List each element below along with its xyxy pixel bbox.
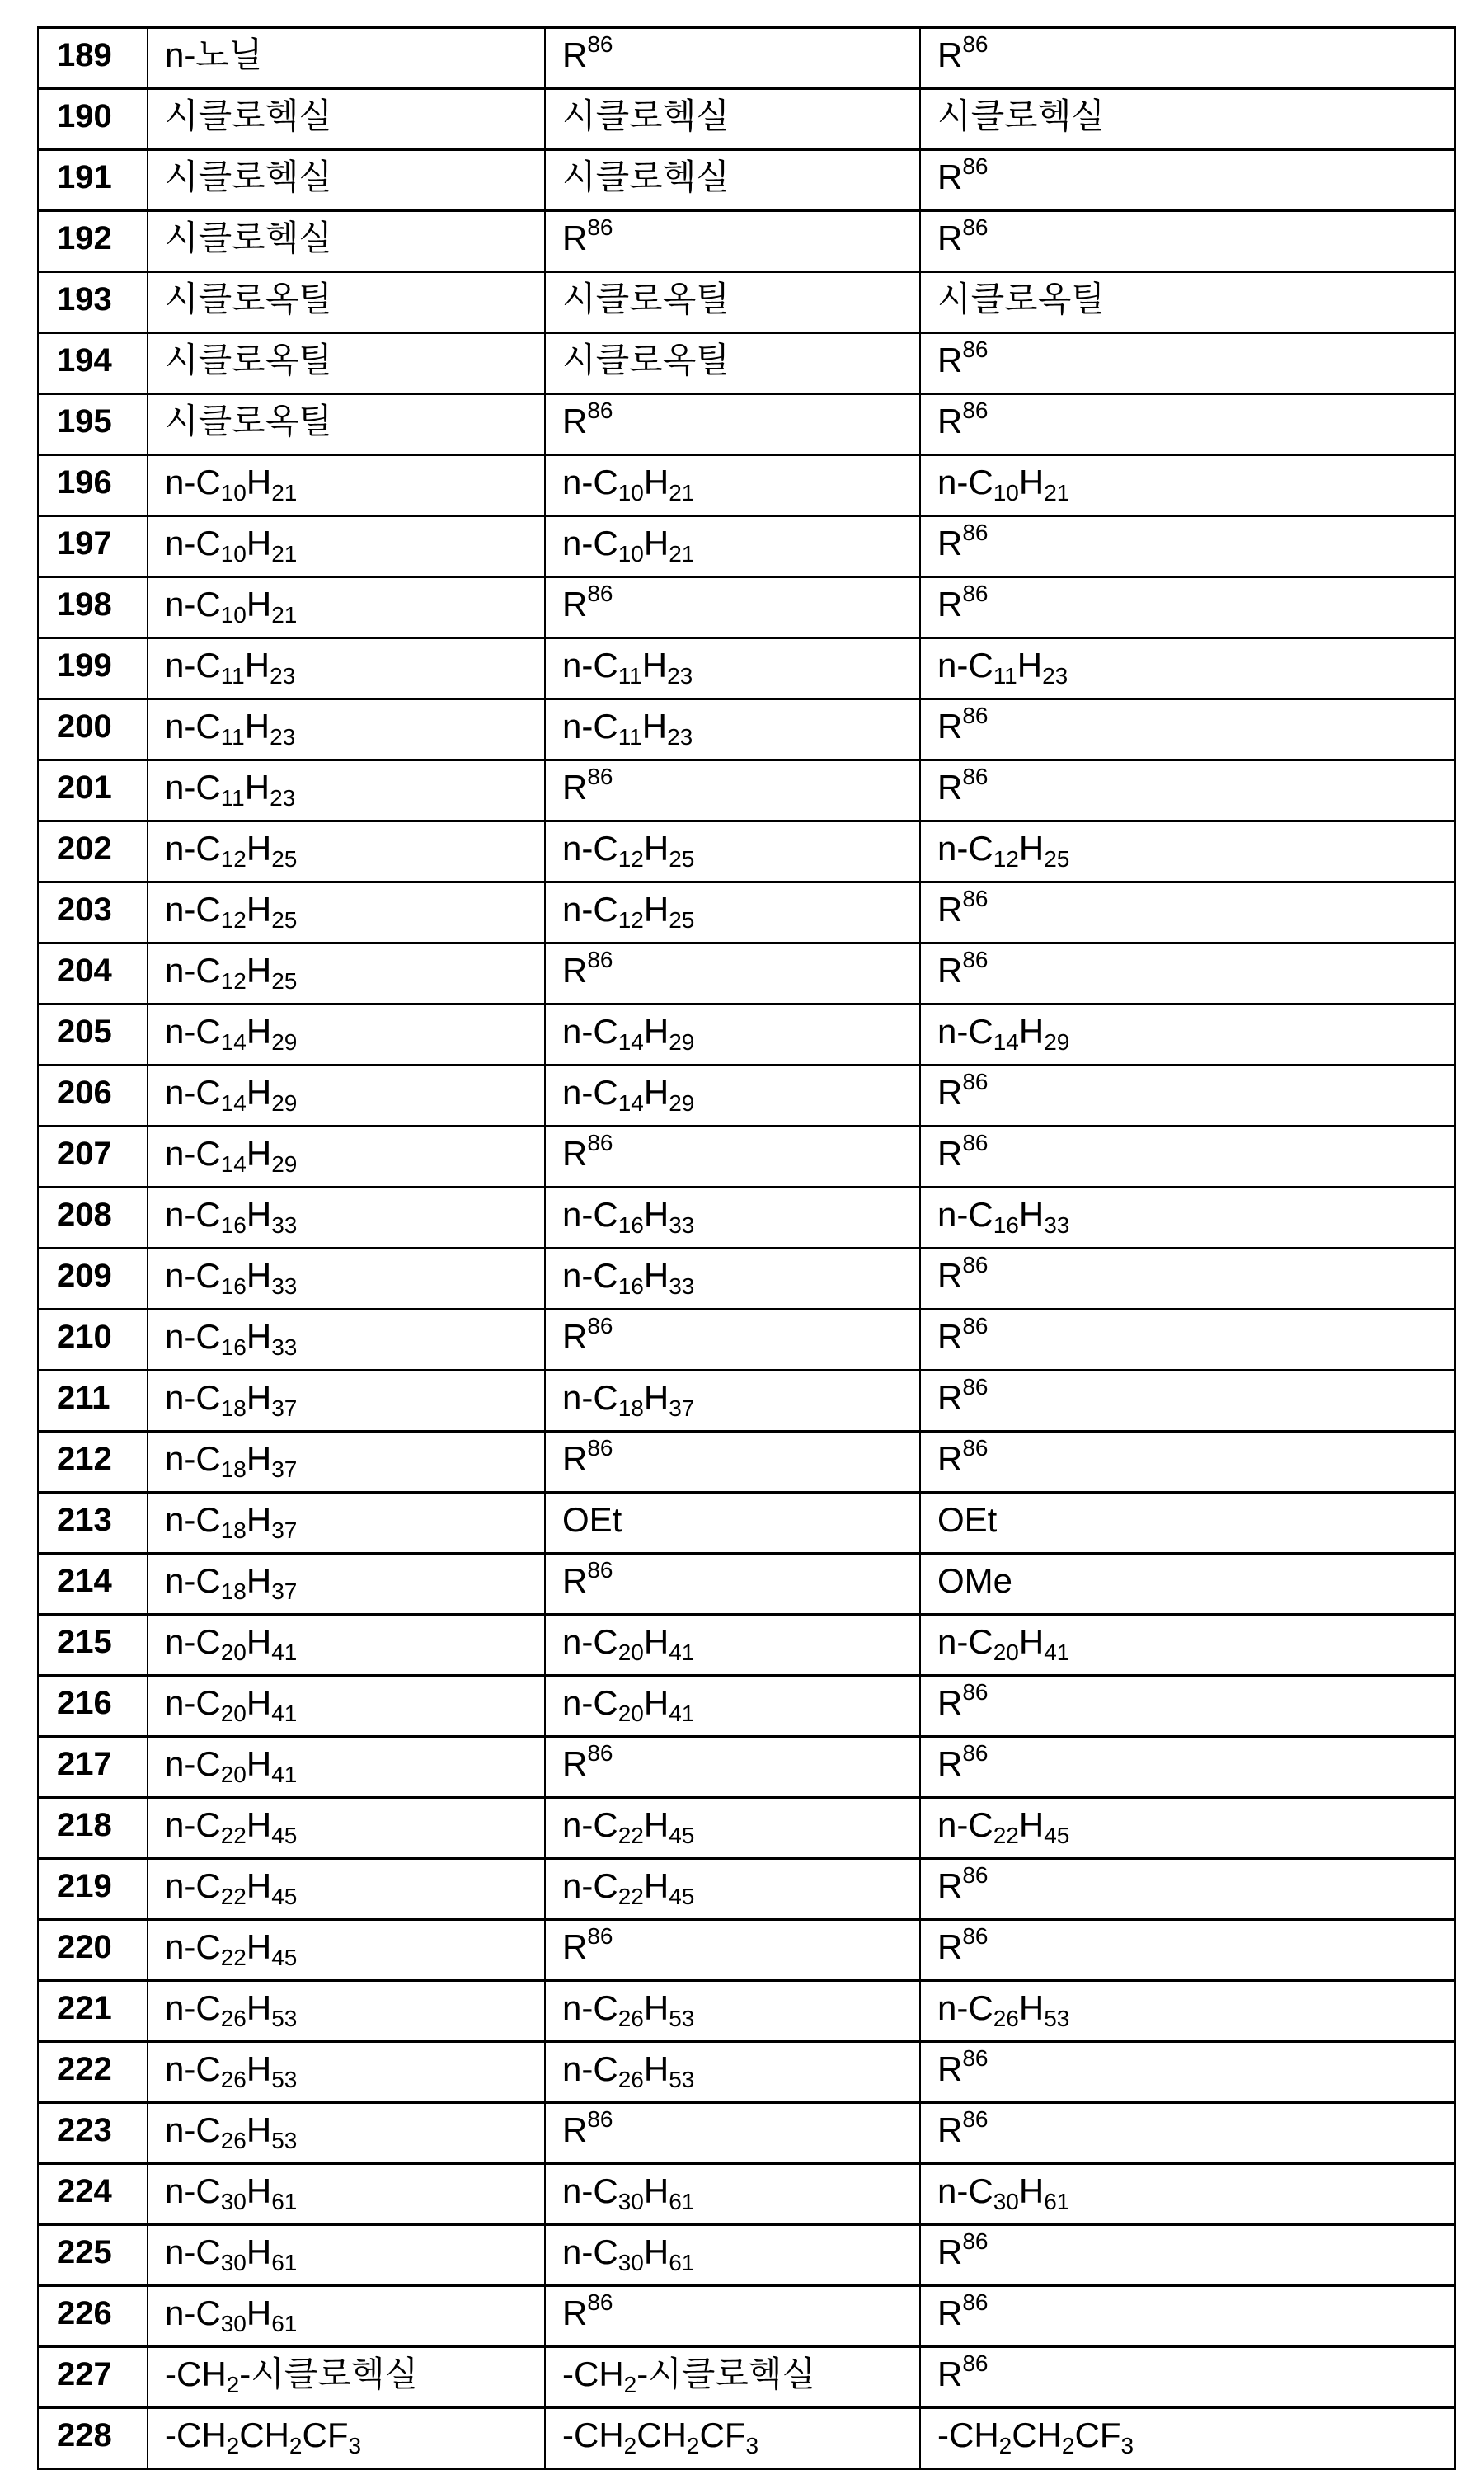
compound-number: 201 bbox=[38, 760, 148, 821]
compound-number: 206 bbox=[38, 1066, 148, 1127]
substituent-cell-2: $n-C_{12}H_{25}$ bbox=[545, 821, 920, 882]
substituent-cell-3: $n-C_{10}H_{21}$ bbox=[920, 455, 1455, 516]
table-row bbox=[38, 1859, 1455, 1920]
substituent-cell-2: $n-C_{10}H_{21}$ bbox=[545, 516, 920, 577]
substituent-cell-3: $R^{86}$ bbox=[920, 699, 1455, 760]
compound-number: 191 bbox=[38, 150, 148, 211]
substituent-cell-1: 시클로헥실 bbox=[148, 89, 545, 150]
substituent-cell-1: $n-C_{20}H_{41}$ bbox=[148, 1676, 545, 1737]
substituent-cell-1: $n-C_{14}H_{29}$ bbox=[148, 1004, 545, 1066]
substituent-cell-2: $n-C_{26}H_{53}$ bbox=[545, 1981, 920, 2042]
compound-number: 207 bbox=[38, 1127, 148, 1188]
substituent-cell-2: $n-C_{22}H_{45}$ bbox=[545, 1798, 920, 1859]
substituent-cell-2: $R^{86}$ bbox=[545, 943, 920, 1004]
substituent-cell-1: $n-C_{16}H_{33}$ bbox=[148, 1249, 545, 1310]
substituent-cell-2: $R^{86}$ bbox=[545, 28, 920, 89]
substituent-cell-3: $R^{86}$ bbox=[920, 882, 1455, 943]
substituent-cell-1: $n-C_{10}H_{21}$ bbox=[148, 455, 545, 516]
substituent-cell-3: $R^{86}$ bbox=[920, 150, 1455, 211]
substituent-cell-2: $n-C_{11}H_{23}$ bbox=[545, 638, 920, 699]
substituent-cell-2: $n-C_{10}H_{21}$ bbox=[545, 455, 920, 516]
compound-number: 208 bbox=[38, 1188, 148, 1249]
substituent-cell-2: $R^{86}$ bbox=[545, 2103, 920, 2164]
substituent-cell-1: $n-C_{14}H_{29}$ bbox=[148, 1127, 545, 1188]
compound-number: 194 bbox=[38, 333, 148, 394]
substituent-cell-3: $R^{86}$ bbox=[920, 2042, 1455, 2103]
compound-number: 202 bbox=[38, 821, 148, 882]
substituent-cell-3: $R^{86}$ bbox=[920, 1310, 1455, 1371]
substituent-cell-3: $n-C_{11}H_{23}$ bbox=[920, 638, 1455, 699]
substituent-cell-3: $R^{86}$ bbox=[920, 1371, 1455, 1432]
compound-number: 203 bbox=[38, 882, 148, 943]
compound-number: 195 bbox=[38, 394, 148, 455]
substituent-cell-1: $n-C_{14}H_{29}$ bbox=[148, 1066, 545, 1127]
substituent-cell-1: $n-C_{30}H_{61}$ bbox=[148, 2225, 545, 2286]
table-row bbox=[38, 1004, 1455, 1066]
table-row bbox=[38, 150, 1455, 211]
table-row bbox=[38, 821, 1455, 882]
compound-number: 225 bbox=[38, 2225, 148, 2286]
substituent-cell-2: 시클로옥틸 bbox=[545, 333, 920, 394]
table-row bbox=[38, 2347, 1455, 2408]
substituent-cell-3: $R^{86}$ bbox=[920, 577, 1455, 638]
compound-number: 227 bbox=[38, 2347, 148, 2408]
substituent-cell-3: $R^{86}$ bbox=[920, 760, 1455, 821]
compound-number: 211 bbox=[38, 1371, 148, 1432]
compound-number: 205 bbox=[38, 1004, 148, 1066]
substituent-cell-3: $R^{86}$ bbox=[920, 1432, 1455, 1493]
table-row bbox=[38, 699, 1455, 760]
substituent-cell-2: $n-C_{22}H_{45}$ bbox=[545, 1859, 920, 1920]
substituent-cell-3: $R^{86}$ bbox=[920, 2347, 1455, 2408]
substituent-cell-2: OEt bbox=[545, 1493, 920, 1554]
substituent-cell-1: $n-C_{18}H_{37}$ bbox=[148, 1554, 545, 1615]
table-row bbox=[38, 1615, 1455, 1676]
substituent-cell-1: $n-C_{26}H_{53}$ bbox=[148, 2103, 545, 2164]
substituent-cell-2: $R^{86}$ bbox=[545, 1920, 920, 1981]
table-row bbox=[38, 1432, 1455, 1493]
table-row bbox=[38, 2408, 1455, 2469]
compound-number: 193 bbox=[38, 272, 148, 333]
substituent-cell-3: $-CH_2CH_2CF_3$ bbox=[920, 2408, 1455, 2469]
substituent-cell-1: $n-C_{22}H_{45}$ bbox=[148, 1859, 545, 1920]
table-row bbox=[38, 2225, 1455, 2286]
substituent-cell-2: $n-C_{30}H_{61}$ bbox=[545, 2225, 920, 2286]
compound-number: 198 bbox=[38, 577, 148, 638]
substituent-cell-2: $-CH_2-$시클로헥실 bbox=[545, 2347, 920, 2408]
substituent-table bbox=[37, 26, 1456, 2470]
table-row bbox=[38, 1127, 1455, 1188]
substituent-cell-2: $R^{86}$ bbox=[545, 1432, 920, 1493]
substituent-cell-3: $R^{86}$ bbox=[920, 516, 1455, 577]
compound-number: 224 bbox=[38, 2164, 148, 2225]
substituent-cell-2: 시클로헥실 bbox=[545, 150, 920, 211]
substituent-cell-2: $n-C_{30}H_{61}$ bbox=[545, 2164, 920, 2225]
substituent-cell-1: $n-C_{11}H_{23}$ bbox=[148, 760, 545, 821]
substituent-cell-1: $n-C_{11}H_{23}$ bbox=[148, 699, 545, 760]
table-row bbox=[38, 1981, 1455, 2042]
substituent-cell-3: $R^{86}$ bbox=[920, 1920, 1455, 1981]
compound-number: 214 bbox=[38, 1554, 148, 1615]
table-row bbox=[38, 1737, 1455, 1798]
substituent-cell-1: $n-C_{10}H_{21}$ bbox=[148, 577, 545, 638]
substituent-cell-2: 시클로옥틸 bbox=[545, 272, 920, 333]
compound-number: 199 bbox=[38, 638, 148, 699]
compound-number: 213 bbox=[38, 1493, 148, 1554]
substituent-cell-2: $n-C_{18}H_{37}$ bbox=[545, 1371, 920, 1432]
compound-number: 190 bbox=[38, 89, 148, 150]
compound-number: 218 bbox=[38, 1798, 148, 1859]
table-row bbox=[38, 28, 1455, 89]
substituent-cell-1: $n-C_{30}H_{61}$ bbox=[148, 2164, 545, 2225]
table-row bbox=[38, 943, 1455, 1004]
substituent-cell-1: 시클로옥틸 bbox=[148, 394, 545, 455]
substituent-cell-1: $n-C_{20}H_{41}$ bbox=[148, 1737, 545, 1798]
substituent-cell-1: $n-C_{26}H_{53}$ bbox=[148, 1981, 545, 2042]
substituent-cell-1: $-CH_2CH_2CF_3$ bbox=[148, 2408, 545, 2469]
substituent-cell-1: $n-C_{26}H_{53}$ bbox=[148, 2042, 545, 2103]
substituent-cell-2: $R^{86}$ bbox=[545, 2286, 920, 2347]
substituent-cell-3: $R^{86}$ bbox=[920, 28, 1455, 89]
substituent-cell-2: $R^{86}$ bbox=[545, 1127, 920, 1188]
compound-number: 219 bbox=[38, 1859, 148, 1920]
table-row bbox=[38, 455, 1455, 516]
substituent-cell-2: $n-C_{12}H_{25}$ bbox=[545, 882, 920, 943]
substituent-cell-1: $n-C_{18}H_{37}$ bbox=[148, 1493, 545, 1554]
table-row bbox=[38, 1920, 1455, 1981]
substituent-cell-1: $-CH_2-$시클로헥실 bbox=[148, 2347, 545, 2408]
substituent-cell-2: $n-C_{14}H_{29}$ bbox=[545, 1004, 920, 1066]
substituent-cell-3: $R^{86}$ bbox=[920, 1127, 1455, 1188]
substituent-cell-3: $n-C_{16}H_{33}$ bbox=[920, 1188, 1455, 1249]
substituent-cell-3: 시클로옥틸 bbox=[920, 272, 1455, 333]
compound-number: 215 bbox=[38, 1615, 148, 1676]
substituent-cell-1: $n-C_{12}H_{25}$ bbox=[148, 943, 545, 1004]
table-row bbox=[38, 516, 1455, 577]
substituent-cell-3: OEt bbox=[920, 1493, 1455, 1554]
compound-number: 223 bbox=[38, 2103, 148, 2164]
substituent-cell-2: $R^{86}$ bbox=[545, 760, 920, 821]
substituent-cell-1: 시클로옥틸 bbox=[148, 333, 545, 394]
compound-number: 209 bbox=[38, 1249, 148, 1310]
substituent-cell-3: $n-C_{20}H_{41}$ bbox=[920, 1615, 1455, 1676]
substituent-cell-2: $R^{86}$ bbox=[545, 1737, 920, 1798]
substituent-cell-1: n-노닐 bbox=[148, 28, 545, 89]
substituent-cell-1: $n-C_{16}H_{33}$ bbox=[148, 1188, 545, 1249]
table-row bbox=[38, 1066, 1455, 1127]
table-row bbox=[38, 760, 1455, 821]
compound-number: 217 bbox=[38, 1737, 148, 1798]
substituent-cell-2: $n-C_{14}H_{29}$ bbox=[545, 1066, 920, 1127]
table-body bbox=[38, 28, 1455, 2469]
compound-number: 222 bbox=[38, 2042, 148, 2103]
substituent-cell-1: $n-C_{22}H_{45}$ bbox=[148, 1798, 545, 1859]
table-row bbox=[38, 1371, 1455, 1432]
table-row bbox=[38, 2103, 1455, 2164]
substituent-cell-1: $n-C_{22}H_{45}$ bbox=[148, 1920, 545, 1981]
substituent-cell-3: $n-C_{30}H_{61}$ bbox=[920, 2164, 1455, 2225]
substituent-cell-1: $n-C_{10}H_{21}$ bbox=[148, 516, 545, 577]
substituent-cell-3: $R^{86}$ bbox=[920, 333, 1455, 394]
table-row bbox=[38, 882, 1455, 943]
substituent-cell-2: $n-C_{16}H_{33}$ bbox=[545, 1249, 920, 1310]
table-row bbox=[38, 2286, 1455, 2347]
compound-number: 220 bbox=[38, 1920, 148, 1981]
compound-number: 204 bbox=[38, 943, 148, 1004]
table-row bbox=[38, 1249, 1455, 1310]
substituent-cell-1: $n-C_{11}H_{23}$ bbox=[148, 638, 545, 699]
table-row bbox=[38, 2164, 1455, 2225]
substituent-cell-1: $n-C_{20}H_{41}$ bbox=[148, 1615, 545, 1676]
compound-number: 226 bbox=[38, 2286, 148, 2347]
table-row bbox=[38, 89, 1455, 150]
substituent-cell-1: 시클로헥실 bbox=[148, 150, 545, 211]
substituent-cell-2: $n-C_{20}H_{41}$ bbox=[545, 1676, 920, 1737]
table-row bbox=[38, 1798, 1455, 1859]
substituent-cell-3: $R^{86}$ bbox=[920, 394, 1455, 455]
substituent-cell-2: $R^{86}$ bbox=[545, 1554, 920, 1615]
substituent-cell-3: $R^{86}$ bbox=[920, 1737, 1455, 1798]
substituent-cell-3: $R^{86}$ bbox=[920, 1859, 1455, 1920]
substituent-cell-3: 시클로헥실 bbox=[920, 89, 1455, 150]
substituent-cell-1: $n-C_{30}H_{61}$ bbox=[148, 2286, 545, 2347]
table-row bbox=[38, 1676, 1455, 1737]
substituent-cell-2: $n-C_{11}H_{23}$ bbox=[545, 699, 920, 760]
substituent-cell-1: $n-C_{12}H_{25}$ bbox=[148, 882, 545, 943]
compound-number: 200 bbox=[38, 699, 148, 760]
compound-number: 216 bbox=[38, 1676, 148, 1737]
substituent-cell-3: $R^{86}$ bbox=[920, 2103, 1455, 2164]
substituent-cell-3: $R^{86}$ bbox=[920, 211, 1455, 272]
substituent-cell-3: $n-C_{22}H_{45}$ bbox=[920, 1798, 1455, 1859]
substituent-cell-3: $n-C_{12}H_{25}$ bbox=[920, 821, 1455, 882]
table-row bbox=[38, 333, 1455, 394]
substituent-cell-1: 시클로헥실 bbox=[148, 211, 545, 272]
table-row bbox=[38, 272, 1455, 333]
substituent-cell-2: $n-C_{26}H_{53}$ bbox=[545, 2042, 920, 2103]
table-row bbox=[38, 2042, 1455, 2103]
table-row bbox=[38, 1310, 1455, 1371]
table-row bbox=[38, 211, 1455, 272]
substituent-cell-2: $R^{86}$ bbox=[545, 577, 920, 638]
substituent-cell-1: $n-C_{18}H_{37}$ bbox=[148, 1432, 545, 1493]
substituent-cell-3: $R^{86}$ bbox=[920, 2225, 1455, 2286]
substituent-cell-3: $n-C_{26}H_{53}$ bbox=[920, 1981, 1455, 2042]
substituent-cell-1: 시클로옥틸 bbox=[148, 272, 545, 333]
substituent-cell-2: $R^{86}$ bbox=[545, 1310, 920, 1371]
table-row bbox=[38, 394, 1455, 455]
compound-number: 189 bbox=[38, 28, 148, 89]
table-row bbox=[38, 1188, 1455, 1249]
substituent-cell-1: $n-C_{18}H_{37}$ bbox=[148, 1371, 545, 1432]
substituent-cell-1: $n-C_{16}H_{33}$ bbox=[148, 1310, 545, 1371]
substituent-cell-3: OMe bbox=[920, 1554, 1455, 1615]
compound-number: 228 bbox=[38, 2408, 148, 2469]
substituent-cell-2: $n-C_{16}H_{33}$ bbox=[545, 1188, 920, 1249]
table-row bbox=[38, 577, 1455, 638]
substituent-cell-2: 시클로헥실 bbox=[545, 89, 920, 150]
compound-number: 221 bbox=[38, 1981, 148, 2042]
compound-number: 196 bbox=[38, 455, 148, 516]
compound-number: 192 bbox=[38, 211, 148, 272]
substituent-cell-3: $n-C_{14}H_{29}$ bbox=[920, 1004, 1455, 1066]
substituent-cell-2: $-CH_2CH_2CF_3$ bbox=[545, 2408, 920, 2469]
table-row bbox=[38, 1493, 1455, 1554]
substituent-cell-3: $R^{86}$ bbox=[920, 2286, 1455, 2347]
compound-number: 210 bbox=[38, 1310, 148, 1371]
table-row bbox=[38, 638, 1455, 699]
substituent-cell-2: $n-C_{20}H_{41}$ bbox=[545, 1615, 920, 1676]
table-row bbox=[38, 1554, 1455, 1615]
compound-number: 197 bbox=[38, 516, 148, 577]
substituent-cell-3: $R^{86}$ bbox=[920, 1676, 1455, 1737]
substituent-cell-2: $R^{86}$ bbox=[545, 211, 920, 272]
substituent-cell-3: $R^{86}$ bbox=[920, 1066, 1455, 1127]
compound-number: 212 bbox=[38, 1432, 148, 1493]
substituent-cell-3: $R^{86}$ bbox=[920, 943, 1455, 1004]
substituent-cell-3: $R^{86}$ bbox=[920, 1249, 1455, 1310]
substituent-cell-1: $n-C_{12}H_{25}$ bbox=[148, 821, 545, 882]
substituent-cell-2: $R^{86}$ bbox=[545, 394, 920, 455]
